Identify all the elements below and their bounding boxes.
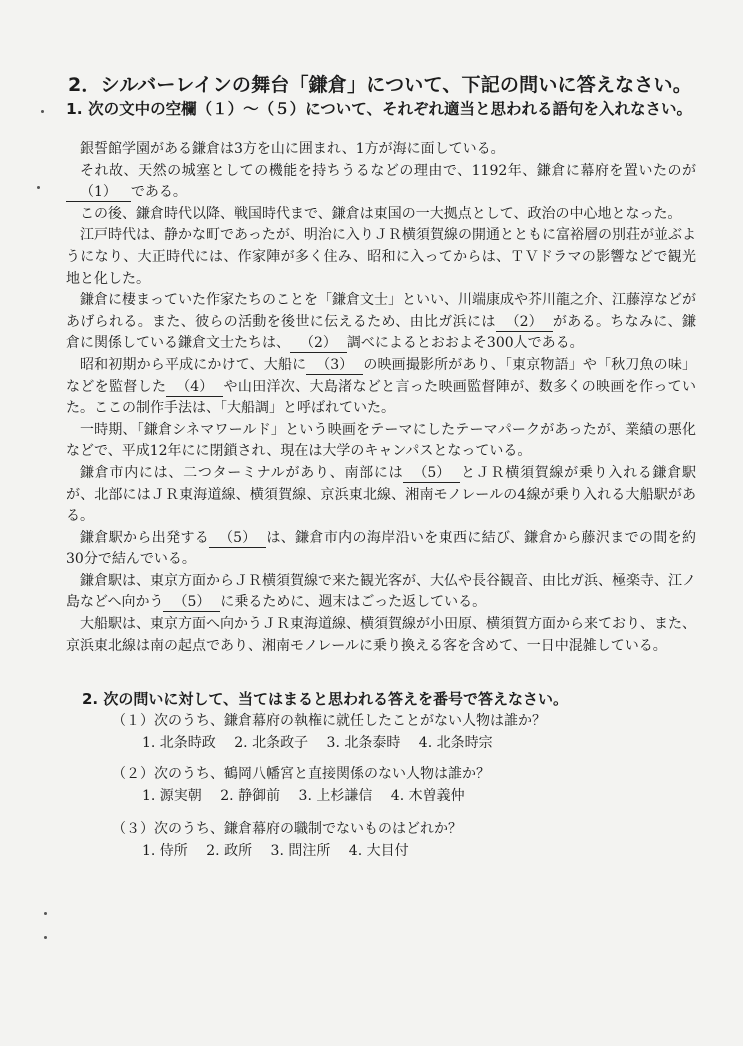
paragraph: 江戸時代は、静かな町であったが、明治に入りＪＲ横須賀線の開通とともに富裕層の別荘が並ぶようになり、大正時代には、作家陣が多く住み、昭和に入ってからは、ＴＶドラマの影響などで観光地と化した。 (66, 227, 696, 287)
answer-option: 1. 北条時政 (142, 735, 216, 751)
blank-1: （1） (66, 184, 131, 202)
question-stem: （２）次のうち、鶴岡八幡宮と直接関係のない人物は誰か？ (112, 766, 490, 782)
answer-options (112, 732, 672, 754)
answer-option: 4. 木曽義仲 (390, 788, 465, 804)
answer-option: 4. 大目付 (348, 843, 409, 859)
question-1-passage (66, 139, 696, 657)
blank-5: （5） (403, 465, 460, 483)
blank-3: （3） (306, 357, 363, 375)
answer-option: 2. 静御前 (220, 788, 281, 804)
answer-option: 2. 政所 (206, 843, 253, 859)
question-1-instruction: 1. 次の文中の空欄（１）～（５）について、それぞれ適当と思われる語句を入れなさい。 (66, 100, 692, 118)
scan-dot (37, 186, 40, 189)
paragraph: 鎌倉市内には、二つターミナルがあり、南部には （5） とＪＲ横須賀線が乗り入れる鎌倉駅が、北部にはＪＲ東海道線、横須賀線、京浜東北線、湘南モノレールの4線が乗り入れる大船駅がある。 (66, 464, 696, 525)
blank-5: （5） (163, 594, 220, 612)
answer-option: 1. 源実朝 (142, 788, 202, 804)
scan-dot (44, 936, 47, 939)
paragraph: 鎌倉駅から出発する （5） は、鎌倉市内の海岸沿いを東西に結び、鎌倉から藤沢までの間を約30分で結んでいる。 (66, 529, 696, 568)
question-stem: （１）次のうち、鎌倉幕府の執権に就任したことがない人物は誰か？ (112, 713, 546, 729)
paragraph: それ故、天然の城塞としての機能を持ちうるなどの理由で、1192年、鎌倉に幕府を置いたのが（1） である。 (66, 161, 696, 204)
paragraph: 昭和初期から平成にかけて、大船に （3） の映画撮影所があり、「東京物語」や「秋刀魚の味」などを監督した （4） や山田洋次、大島渚などと言った映画監督陣が、数多くの映画を作っていた。ここの制作手法は、「大船調」と呼ばれていた。 (66, 356, 697, 417)
paragraph: 鎌倉に棲まっていた作家たちのことを「鎌倉文士」といい、川端康成や芥川龍之介、江藤淳などがあげられる。また、彼らの活動を後世に伝えるため、由比ガ浜には （2） がある。ちなみに、鎌倉に関係している鎌倉文士たちは、 （2） 調べによるとおおよそ300人である。 (66, 292, 696, 352)
question-2-item-2 (112, 763, 672, 807)
section-title: 2．シルバーレインの舞台「鎌倉」について、下記の問いに答えなさい。 (68, 74, 692, 96)
answer-options (112, 785, 672, 807)
answer-option: 4. 北条時宗 (418, 735, 493, 751)
scan-dot (41, 110, 44, 113)
question-2-instruction: 2. 次の問いに対して、当てはまると思われる答えを番号で答えなさい。 (82, 690, 569, 708)
question-stem: （３）次のうち、鎌倉幕府の職制でないものはどれか？ (112, 821, 462, 837)
question-2-item-1 (112, 710, 672, 754)
paragraph: 鎌倉駅は、東京方面からＪＲ横須賀線で来た観光客が、大仏や長谷観音、由比ガ浜、極楽寺、江ノ島などへ向かう （5） に乗るために、週末はごった返している。 (66, 572, 696, 611)
answer-options (112, 840, 672, 862)
answer-option: 3. 問注所 (270, 843, 331, 859)
blank-2: （2） (290, 335, 347, 353)
answer-option: 3. 上杉謙信 (298, 788, 373, 804)
blank-2: （2） (496, 314, 553, 332)
paragraph: この後、鎌倉時代以降、戦国時代まで、鎌倉は東国の一大拠点として、政治の中心地となった。 (80, 205, 682, 222)
scan-dot (44, 912, 47, 915)
answer-option: 1. 侍所 (142, 843, 188, 859)
paragraph: 大船駅は、東京方面へ向かうＪＲ東海道線、横須賀線が小田原、横須賀方面から来ており、また、京浜東北線は南の起点であり、湘南モノレールに乗り換える客を含めて、一日中混雑している。 (66, 616, 696, 654)
answer-option: 2. 北条政子 (234, 735, 309, 751)
blank-4: （4） (166, 379, 223, 397)
question-2-item-3 (112, 818, 672, 862)
blank-5: （5） (209, 530, 266, 548)
paragraph: 銀誓館学園がある鎌倉は3方を山に囲まれ、1方が海に面している。 (80, 141, 505, 157)
answer-option: 3. 北条泰時 (326, 735, 401, 751)
paragraph: 一時期、「鎌倉シネマワールド」という映画をテーマにしたテーマパークがあったが、業績の悪化などで、平成12年にに閉鎖され、現在は大学のキャンパスとなっている。 (66, 421, 696, 460)
